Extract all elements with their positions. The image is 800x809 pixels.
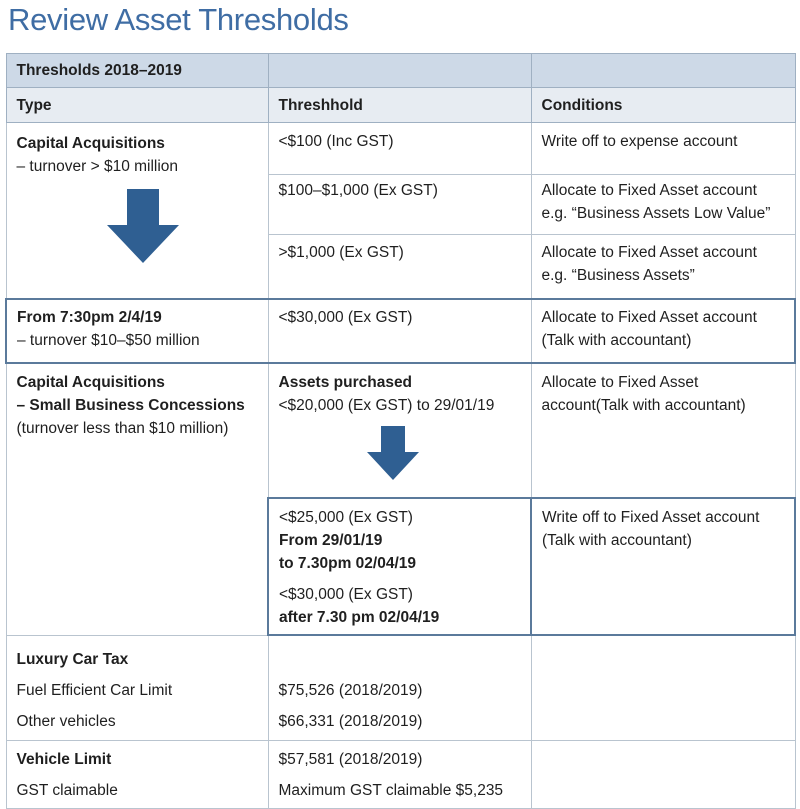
small-business-title: Capital Acquisitions [16,374,165,391]
condition-line: Allocate to Fixed Asset [541,374,699,391]
condition-line: Allocate to Fixed Asset account [541,182,757,199]
threshold-cell: <$100 (Inc GST) [268,123,531,175]
capital-type-cell [6,123,268,300]
small-business-type-cell [6,363,268,635]
arrow-down-icon [103,187,183,267]
assets-purchased-label: Assets purchased [278,374,413,391]
luxury-title: Luxury Car Tax [16,650,129,668]
threshold-line: <$30,000 (Ex GST) [279,586,413,603]
threshold-line: after 7.30 pm 02/04/19 [279,609,440,626]
threshold-line: <$25,000 (Ex GST) [279,509,413,526]
vehicle-title: Vehicle Limit [16,750,112,768]
small-business-subtitle: (turnover less than $10 million) [16,420,229,437]
threshold-cell: <$30,000 (Ex GST) [268,299,531,363]
luxury-fuel-label: Fuel Efficient Car Limit [16,681,173,699]
condition-line: Write off to Fixed Asset account [542,509,760,526]
column-header-type: Type [6,88,268,123]
vehicle-gst-value: Maximum GST claimable $5,235 [278,781,504,799]
threshold-line: From 29/01/19 [279,532,383,549]
luxury-fuel-value: $75,526 (2018/2019) [278,682,423,699]
threshold-cell [268,363,531,498]
luxury-other-value: $66,331 (2018/2019) [278,713,423,730]
threshold-cell: >$1,000 (Ex GST) [268,235,531,300]
condition-line: e.g. “Business Assets Low Value” [541,205,771,222]
condition-cell [531,363,795,498]
section-header: Thresholds 2018–2019 [6,54,268,88]
condition-line: e.g. “Business Assets” [541,267,695,284]
page-title: Review Asset Thresholds [8,2,349,37]
condition-cell [531,299,795,363]
vehicle-value: $57,581 (2018/2019) [278,750,423,768]
table-row [6,740,795,808]
condition-line: (Talk with accountant) [542,532,692,549]
threshold-cell [268,498,531,635]
from730-subtitle: – turnover $10–$50 million [17,332,200,349]
threshold-cell [268,740,531,808]
table-row [6,123,795,175]
arrow-down-icon [365,424,421,482]
capital-title: Capital Acquisitions [16,135,165,152]
table-row [6,635,795,740]
vehicle-gst-label: GST claimable [16,781,118,799]
vehicle-type-cell [6,740,268,808]
condition-line: account(Talk with accountant) [541,397,746,414]
threshold-cell [268,635,531,740]
luxury-type-cell [6,635,268,740]
section-header-empty [531,54,795,88]
condition-cell [531,740,795,808]
column-header-threshold: Threshhold [268,88,531,123]
assets-purchased-value: <$20,000 (Ex GST) to 29/01/19 [278,397,495,414]
table-row [6,363,795,498]
capital-subtitle: – turnover > $10 million [16,158,179,175]
condition-cell [531,175,795,235]
thresholds-table [5,53,796,809]
section-header-row [6,54,795,88]
condition-cell: Write off to expense account [531,123,795,175]
column-header-row [6,88,795,123]
threshold-cell: $100–$1,000 (Ex GST) [268,175,531,235]
small-business-title: – Small Business Concessions [16,397,245,414]
column-header-conditions: Conditions [531,88,795,123]
condition-line: (Talk with accountant) [541,332,692,349]
from730-type-cell [6,299,268,363]
threshold-line: to 7.30pm 02/04/19 [279,555,416,572]
condition-line: Allocate to Fixed Asset account [541,244,757,261]
condition-cell [531,498,795,635]
from730-title: From 7:30pm 2/4/19 [17,309,162,326]
condition-cell [531,635,795,740]
condition-cell [531,235,795,300]
table-row [6,299,795,363]
section-header-empty [268,54,531,88]
luxury-other-label: Other vehicles [16,712,116,730]
condition-line: Allocate to Fixed Asset account [541,309,757,326]
